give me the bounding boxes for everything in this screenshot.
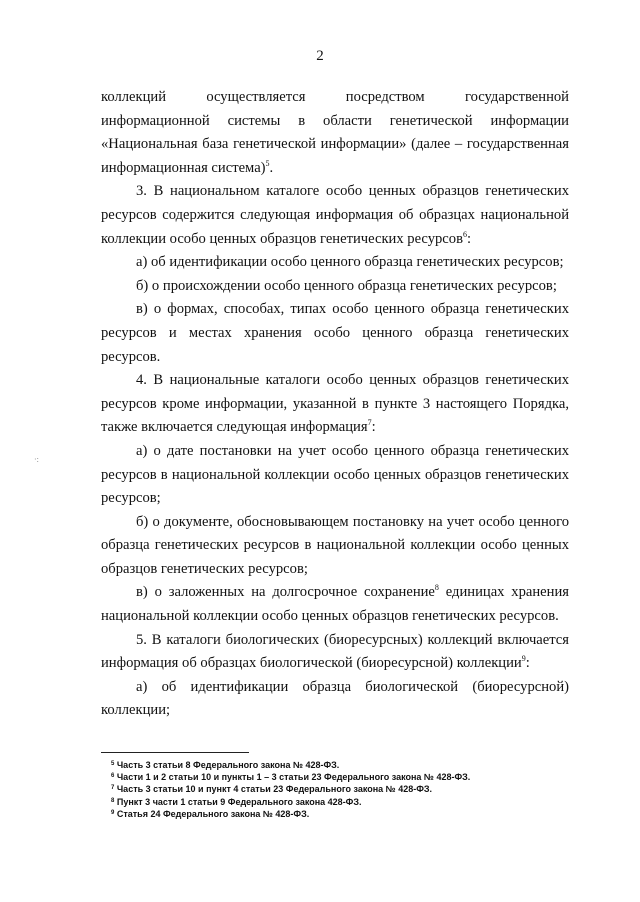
footnote: $^9$ Статья 24 Федерального закона № 428-ФЗ. xyxy=(111,808,310,819)
body-text xyxy=(101,86,569,723)
footnote-ref: 6 xyxy=(462,229,467,239)
list-item: а) о дате постановки на учет особо ценного образца генетических ресурсов в национальной коллекции особо ценных образцов генетических ресурсов; xyxy=(101,442,569,507)
footnote: $^5$ Часть 3 статьи 8 Федерального закона № 428-ФЗ. xyxy=(111,760,340,770)
paragraph: 5. В каталоги биологических (биоресурсных) коллекций включается информация об образцах биологической (биоресурсной) коллекции$^9$: xyxy=(101,631,569,672)
list-item: б) о документе, обосновывающем постановку на учет особо ценного образца генетических ресурсов в национальной коллекции особо ценных образцов генетических ресурсов; xyxy=(101,513,569,577)
scan-margin-mark: ·: xyxy=(34,455,39,464)
page-number: 2 xyxy=(316,48,324,64)
list-item: б) о происхождении особо ценного образца генетических ресурсов; xyxy=(136,277,557,294)
list-item: а) об идентификации особо ценного образца генетических ресурсов; xyxy=(136,254,564,271)
paragraph: коллекций осуществляется посредством государственной информационной системы в области генетической информации «Национальная база генетической информации» (далее – государственная информационная система)$^5$. xyxy=(101,89,569,176)
footnote-ref: 9 xyxy=(521,654,526,664)
footnote: $^6$ Части 1 и 2 статьи 10 и пункты 1 – 3 статьи 23 Федерального закона № 428-ФЗ. xyxy=(111,772,471,783)
footnote-ref: 7 xyxy=(367,418,372,428)
footnote-divider xyxy=(101,752,249,753)
footnote-ref: 8 xyxy=(434,583,439,593)
paragraph: 3. В национальном каталоге особо ценных образцов генетических ресурсов содержится следующая информация об образцах национальной коллекции особо ценных образцов генетических ресурсов$^6$: xyxy=(101,183,569,247)
footnotes xyxy=(111,759,551,820)
list-item: в) о заложенных на долгосрочное сохранение$^8$ единицах хранения национальной коллекции особо ценных образцов генетических ресурсов. xyxy=(101,583,569,625)
footnote: $^7$ Часть 3 статьи 10 и пункт 4 статьи 23 Федерального закона № 428-ФЗ. xyxy=(111,784,433,795)
footnote-ref: 5 xyxy=(265,158,270,168)
footnote: $^8$ Пункт 3 части 1 статьи 9 Федерального закона 428-ФЗ. xyxy=(111,796,362,807)
list-item: а) об идентификации образца биологической (биоресурсной) коллекции; xyxy=(101,678,569,719)
paragraph: 4. В национальные каталоги особо ценных образцов генетических ресурсов кроме информации, указанной в пункте 3 настоящего Порядка, также включается следующая информация$^7$: xyxy=(101,372,569,436)
list-item: в) о формах, способах, типах особо ценного образца генетических ресурсов и местах хранения особо ценного образца генетических ресурсов. xyxy=(101,301,569,365)
